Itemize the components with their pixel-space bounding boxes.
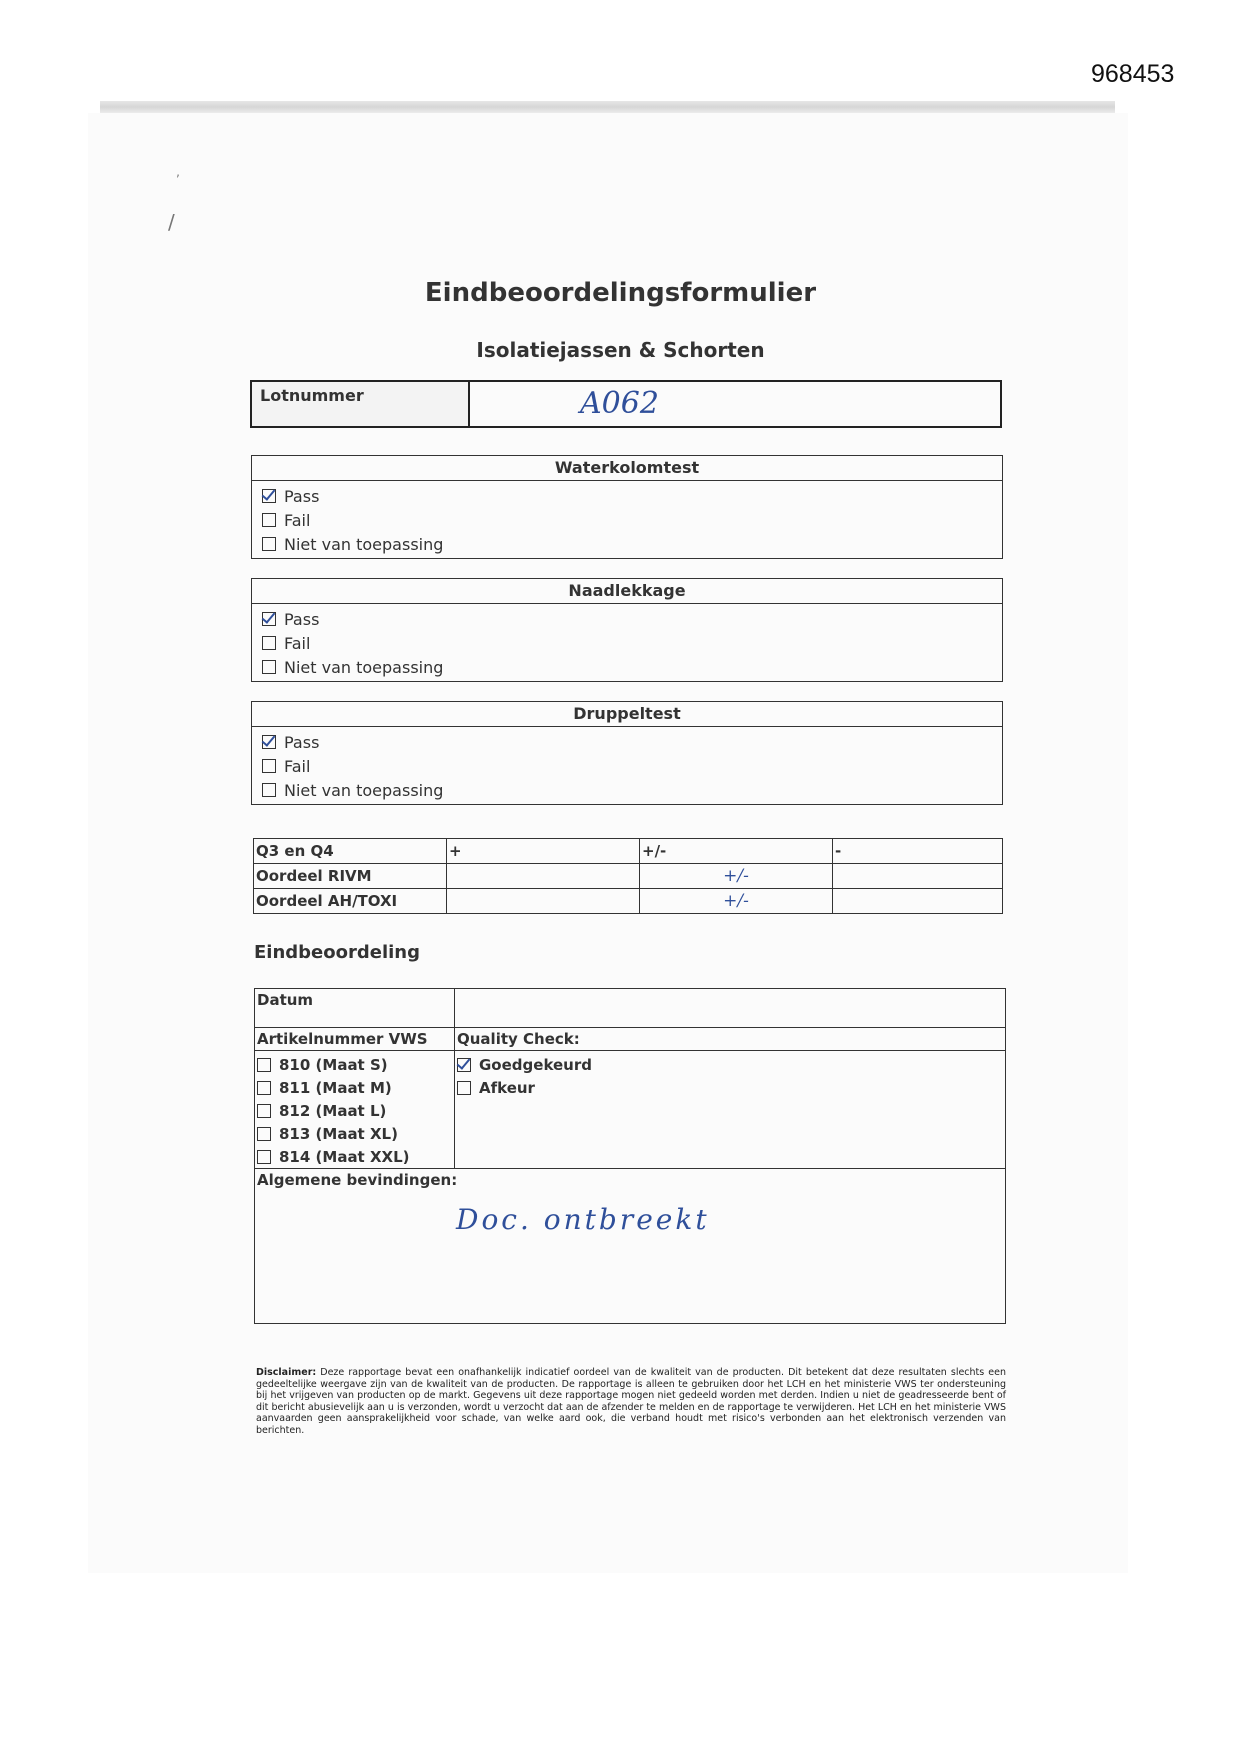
datum-field[interactable] [455,989,1006,1028]
score-row [254,864,1003,889]
option-label: Pass [284,486,320,506]
findings-handwritten-value: Doc. ontbreekt [456,1203,710,1236]
option-fail[interactable] [262,754,992,778]
checkbox[interactable] [257,1150,271,1164]
lot-number-label: Lotnummer [252,382,470,426]
checkbox-checked[interactable] [262,612,276,626]
datum-row [255,989,1006,1028]
score-header-cell: Q3 en Q4 [254,839,447,864]
checkbox[interactable] [257,1081,271,1095]
test-title: Waterkolomtest [252,456,1002,481]
scan-mark: ‚ [176,165,180,179]
article-option-label: 810 (Maat S) [279,1055,388,1074]
option-label: Niet van toepassing [284,780,444,800]
checkbox-checked[interactable] [262,735,276,749]
checkbox[interactable] [262,660,276,674]
score-table [253,838,1003,914]
quality-option-label: Afkeur [479,1078,535,1097]
document-id: 968453 [1091,60,1175,88]
score-cell-plus[interactable] [447,889,640,914]
test-box-naadlekkage [251,578,1003,682]
checkbox[interactable] [457,1081,471,1095]
option-fail[interactable] [262,508,992,532]
article-quality-row [255,1028,1006,1169]
score-cell-plus[interactable] [447,864,640,889]
article-label: Artikelnummer VWS [255,1028,454,1051]
checkbox-checked[interactable] [457,1058,471,1072]
option-fail[interactable] [262,631,992,655]
option-label: Pass [284,609,320,629]
quality-option-rejected[interactable] [457,1076,1003,1099]
option-not-applicable[interactable] [262,778,992,802]
article-option[interactable] [257,1122,452,1145]
disclaimer-text: Deze rapportage bevat een onafhankelijk indicatief oordeel van de kwaliteit van de producten. Dit betekent dat deze resultaten slechts een gedeeltelijke weergave zijn van de kwaliteit van de producten. De rapportage is alleen te gebruiken door het LCH en het ministerie VWS ter ondersteuning bij het vrijgeven van producten op de markt. Gegevens uit deze rapportage mogen niet gedeeld worden met derden. Indien u niet de geadresseerde bent of dit bericht abusievelijk aan u is verzonden, wordt u verzocht dat aan de afzender te melden en de rapportage te verwijderen. Het LCH en het ministerie VWS aanvaarden geen aansprakelijkheid voor schade, van welke aard ook, die verband houdt met risico's verbonden aan het elektronisch verzenden van berichten. [256,1367,1006,1436]
form-title: Eindbeoordelingsformulier [424,278,817,308]
disclaimer-lead: Disclaimer: [256,1367,317,1378]
score-header-cell: +/- [640,839,833,864]
option-pass[interactable] [262,607,992,631]
final-assessment-heading: Eindbeoordeling [254,942,420,963]
article-option[interactable] [257,1076,452,1099]
score-row [254,889,1003,914]
datum-label: Datum [255,989,455,1028]
option-pass[interactable] [262,730,992,754]
final-assessment-table [254,988,1006,1324]
checkbox[interactable] [262,783,276,797]
option-label: Niet van toepassing [284,534,444,554]
option-label: Fail [284,633,311,653]
checkbox[interactable] [257,1058,271,1072]
quality-cell [455,1028,1006,1169]
form-subtitle: Isolatiejassen & Schorten [476,338,765,362]
quality-option-label: Goedgekeurd [479,1055,592,1074]
score-header-row [254,839,1003,864]
checkbox[interactable] [262,636,276,650]
article-option[interactable] [257,1053,452,1076]
option-label: Pass [284,732,320,752]
option-pass[interactable] [262,484,992,508]
checkbox[interactable] [262,537,276,551]
score-row-label: Oordeel AH/TOXI [254,889,447,914]
checkbox[interactable] [262,759,276,773]
scan-edge-strip [100,101,1115,113]
quality-option-approved[interactable] [457,1053,1003,1076]
article-option[interactable] [257,1099,452,1122]
option-label: Niet van toepassing [284,657,444,677]
option-label: Fail [284,756,311,776]
article-cell [255,1028,455,1169]
findings-label: Algemene bevindingen: [257,1171,458,1189]
checkbox[interactable] [257,1127,271,1141]
score-header-cell: - [833,839,1003,864]
scan-mark: / [168,210,175,234]
article-option-label: 811 (Maat M) [279,1078,392,1097]
option-not-applicable[interactable] [262,532,992,556]
score-cell-minus[interactable] [833,864,1003,889]
test-title: Naadlekkage [252,579,1002,604]
option-not-applicable[interactable] [262,655,992,679]
option-label: Fail [284,510,311,530]
findings-row [255,1169,1006,1324]
article-option-label: 813 (Maat XL) [279,1124,398,1143]
score-cell-plusminus[interactable]: +/- [640,864,833,889]
checkbox-checked[interactable] [262,489,276,503]
article-option[interactable] [257,1145,452,1168]
score-row-label: Oordeel RIVM [254,864,447,889]
score-cell-minus[interactable] [833,889,1003,914]
checkbox[interactable] [257,1104,271,1118]
score-cell-plusminus[interactable]: +/- [640,889,833,914]
quality-label: Quality Check: [455,1028,1005,1051]
article-option-label: 812 (Maat L) [279,1101,387,1120]
test-title: Druppeltest [252,702,1002,727]
disclaimer [256,1367,1006,1437]
lot-number-value[interactable]: A062 [580,386,659,421]
article-option-label: 814 (Maat XXL) [279,1147,410,1166]
lot-number-box [250,380,1002,428]
findings-cell[interactable] [255,1169,1006,1324]
test-box-druppeltest [251,701,1003,805]
test-box-waterkolomtest [251,455,1003,559]
score-header-cell: + [447,839,640,864]
checkbox[interactable] [262,513,276,527]
